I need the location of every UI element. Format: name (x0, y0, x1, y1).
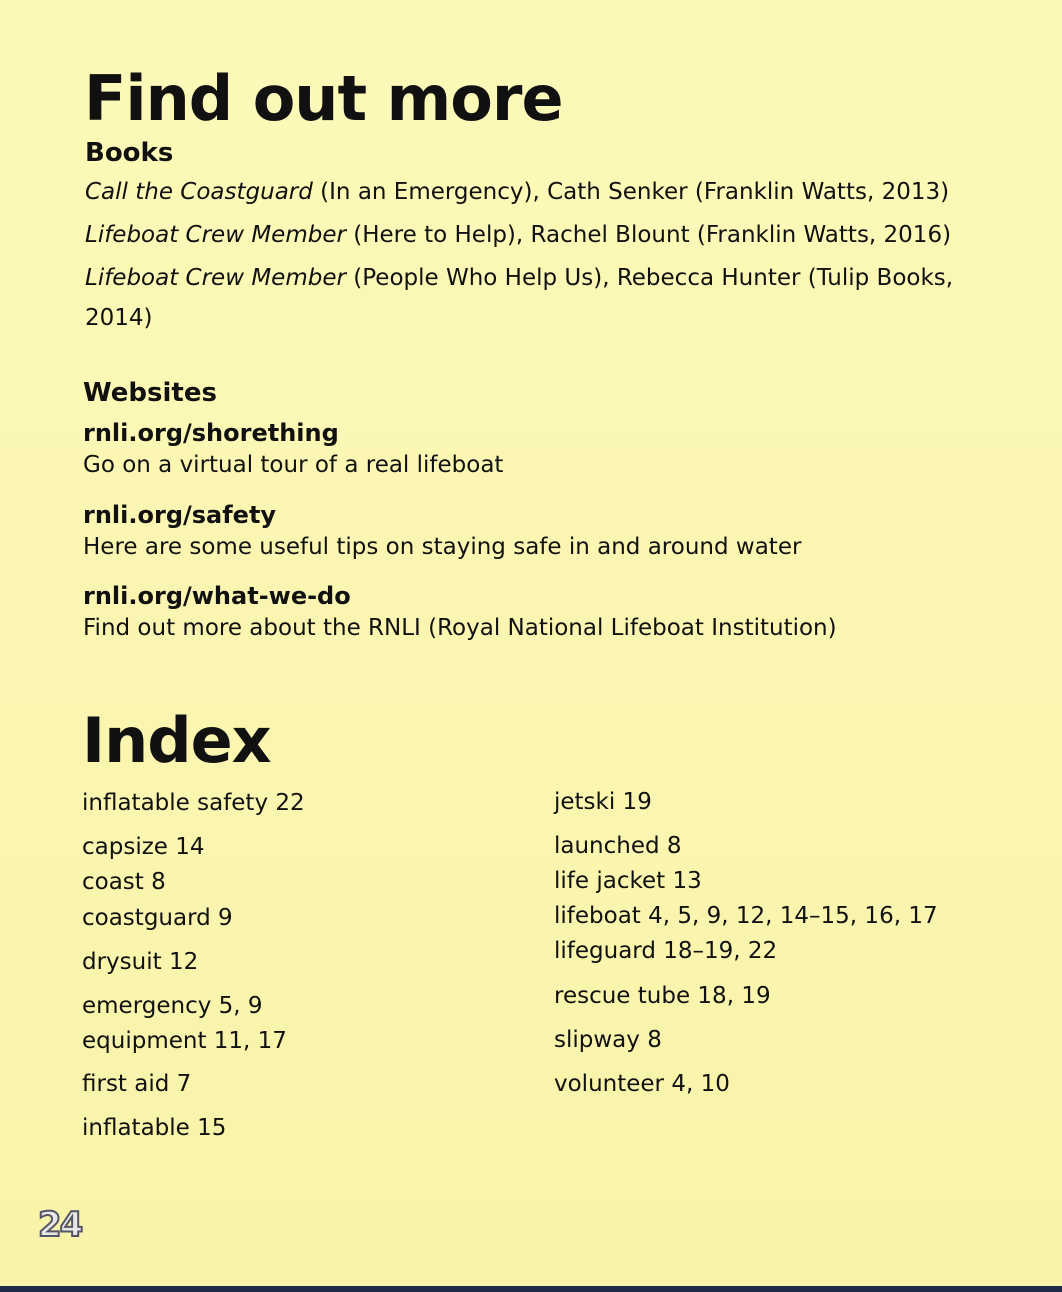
index-entry: slipway 8 (554, 1027, 662, 1053)
website-entry (83, 581, 1003, 645)
book-details: (Here to Help), Rachel Blount (Franklin Watts, 2016) (345, 222, 952, 248)
index-entry: lifeboat 4, 5, 9, 12, 14–15, 16, 17 (554, 903, 938, 929)
index-entry: emergency 5, 9 (82, 993, 263, 1019)
page-edge (0, 1286, 1062, 1292)
index-title: Index (82, 704, 271, 777)
website-entry (83, 500, 1003, 564)
index-entry: equipment 11, 17 (82, 1028, 287, 1054)
book-entry (85, 258, 1015, 338)
book-entry (85, 172, 1015, 212)
page-number: 24 (38, 1205, 82, 1245)
index-entry: launched 8 (554, 833, 682, 859)
index-entry: inflatable 15 (82, 1115, 227, 1141)
website-url[interactable]: rnli.org/what-we-do (83, 582, 351, 610)
book-details: (People Who Help Us), Rebecca Hunter (Tulip Books, 2014) (85, 265, 954, 331)
index-entry: volunteer 4, 10 (554, 1071, 730, 1097)
book-details: (In an Emergency), Cath Senker (Franklin Watts, 2013) (312, 179, 950, 205)
book-entry (85, 215, 1015, 255)
website-url[interactable]: rnli.org/safety (83, 501, 277, 529)
find-out-more-title: Find out more (84, 62, 563, 135)
website-description: Go on a virtual tour of a real lifeboat (83, 452, 504, 478)
website-url[interactable]: rnli.org/shorething (83, 419, 339, 447)
index-entry: coastguard 9 (82, 905, 233, 931)
website-description: Here are some useful tips on staying safe in and around water (83, 534, 802, 560)
index-entry: inflatable safety 22 (82, 790, 305, 816)
index-entry: jetski 19 (554, 789, 652, 815)
book-title: Call the Coastguard (85, 179, 313, 205)
books-list (85, 172, 1015, 341)
index-entry: lifeguard 18–19, 22 (554, 938, 778, 964)
index-entry: coast 8 (82, 869, 166, 895)
book-title: Lifeboat Crew Member (85, 222, 346, 248)
index-entry: life jacket 13 (554, 868, 702, 894)
website-entry (83, 418, 1003, 482)
website-description: Find out more about the RNLI (Royal National Lifeboat Institution) (83, 615, 837, 641)
index-entry: rescue tube 18, 19 (554, 983, 771, 1009)
books-heading: Books (85, 138, 174, 168)
index-entry: capsize 14 (82, 834, 205, 860)
websites-heading: Websites (83, 378, 217, 408)
index-entry: first aid 7 (82, 1071, 192, 1097)
index-entry: drysuit 12 (82, 949, 199, 975)
book-title: Lifeboat Crew Member (85, 265, 346, 291)
